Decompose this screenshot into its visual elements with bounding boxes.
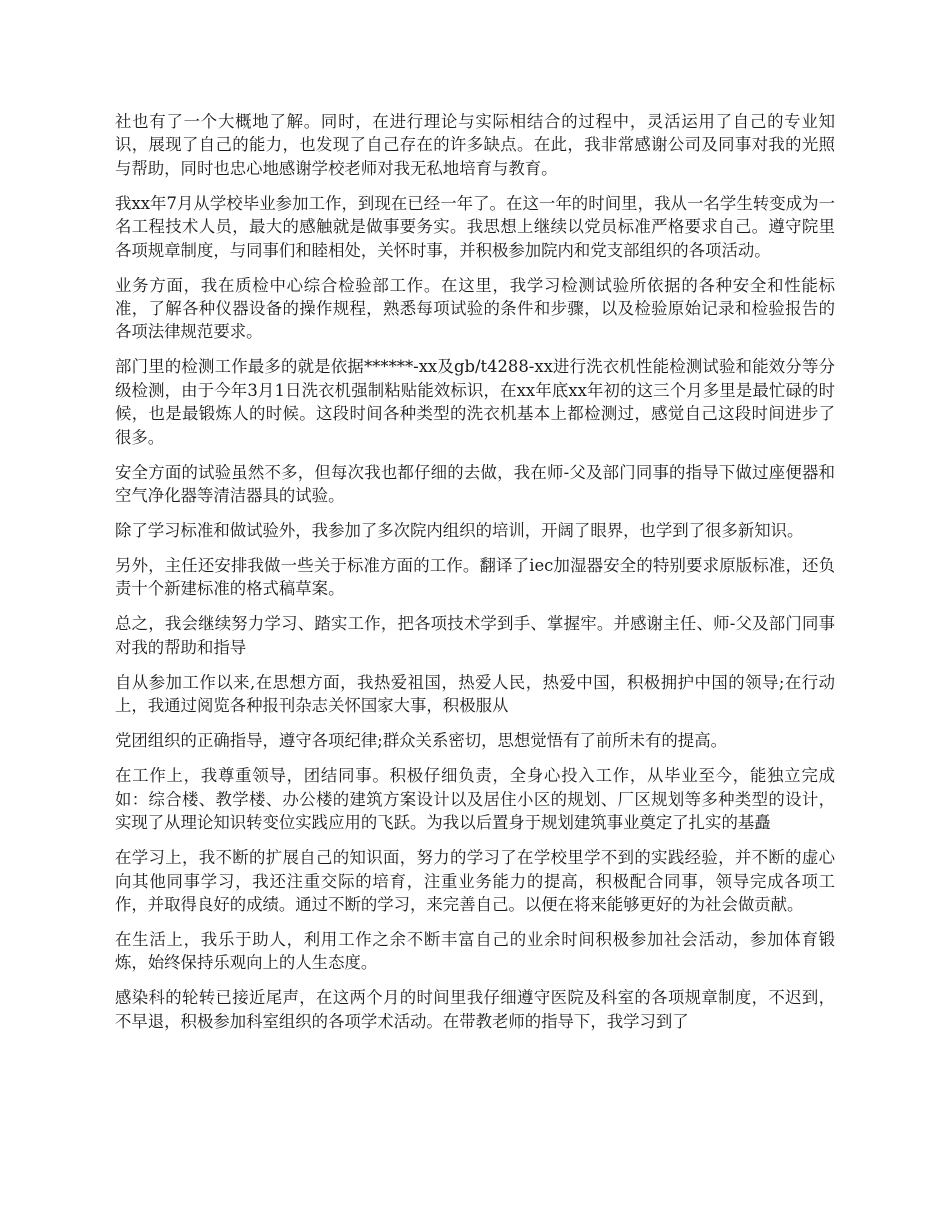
paragraph: 安全方面的试验虽然不多，但每次我也都仔细的去做，我在师-父及部门同事的指导下做过座便器和空气净化器等清洁器具的试验。	[115, 462, 835, 506]
document-body	[115, 110, 835, 1045]
paragraph: 党团组织的正确指导，遵守各项纪律;群众关系密切，思想觉悟有了前所未有的提高。	[115, 731, 727, 751]
paragraph: 部门里的检测工作最多的就是依据******-xx及gb/t4288-xx进行洗衣机性能检测试验和能效分等分级检测，由于今年3月1日洗衣机强制粘贴能效标识，在xx年底xx年初的这三个月多里是最忙碌的时候，也是最锻炼人的时候。这段时间各种类型的洗衣机基本上都检测过，感觉自己这段时间进步了很多。	[115, 357, 835, 447]
paragraph: 在学习上，我不断的扩展自己的知识面，努力的学习了在学校里学不到的实践经验，并不断的虚心向其他同事学习，我还注重交际的培育，注重业务能力的提高，积极配合同事，领导完成各项工作，并取得良好的成绩。通过不断的学习，来完善自己。以便在将来能够更好的为社会做贡献。	[115, 848, 835, 914]
paragraph: 在生活上，我乐于助人，利用工作之余不断丰富自己的业余时间积极参加社会活动，参加体育锻炼，始终保持乐观向上的人生态度。	[115, 929, 835, 973]
paragraph: 社也有了一个大概地了解。同时，在进行理论与实际相结合的过程中，灵活运用了自己的专业知识，展现了自己的能力，也发现了自己存在的许多缺点。在此，我非常感谢公司及同事对我的光照与帮助，同时也忠心地感谢学校老师对我无私地培育与教育。	[115, 112, 835, 178]
paragraph: 我xx年7月从学校毕业参加工作，到现在已经一年了。在这一年的时间里，我从一名学生转变成为一名工程技术人员，最大的感触就是做事要务实。我思想上继续以党员标准严格要求自己。遵守院里各项规章制度，与同事们和睦相处，关怀时事，并积极参加院内和党支部组织的各项活动。	[115, 193, 835, 260]
paragraph: 自从参加工作以来,在思想方面，我热爱祖国，热爱人民，热爱中国，积极拥护中国的领导;在行动上，我通过阅览各种报刊杂志关怀国家大事，积极服从	[115, 672, 835, 716]
paragraph: 除了学习标准和做试验外，我参加了多次院内组织的培训，开阔了眼界，也学到了很多新知识。	[115, 521, 804, 541]
paragraph: 另外，主任还安排我做一些关于标准方面的工作。翻译了iec加湿器安全的特别要求原版标准，还负责十个新建标准的格式稿草案。	[115, 556, 835, 599]
paragraph: 在工作上，我尊重领导，团结同事。积极仔细负责，全身心投入工作，从毕业至今，能独立完成如：综合楼、教学楼、办公楼的建筑方案设计以及居住小区的规划、厂区规划等多种类型的设计，实现了从理论知识转变位实践应用的飞跃。为我以后置身于规划建筑事业奠定了扎实的基矗	[115, 766, 835, 833]
paragraph: 总之，我会继续努力学习、踏实工作，把各项技术学到手、掌握牢。并感谢主任、师-父及部门同事对我的帮助和指导	[115, 614, 835, 657]
paragraph: 业务方面，我在质检中心综合检验部工作。在这里，我学习检测试验所依据的各种安全和性能标准，了解各种仪器设备的操作规程，熟悉每项试验的条件和步骤，以及检验原始记录和检验报告的各项法律规范要求。	[115, 275, 835, 342]
paragraph: 感染科的轮转已接近尾声，在这两个月的时间里我仔细遵守医院及科室的各项规章制度，不迟到，不早退，积极参加科室组织的各项学术活动。在带教老师的指导下，我学习到了	[115, 988, 835, 1031]
